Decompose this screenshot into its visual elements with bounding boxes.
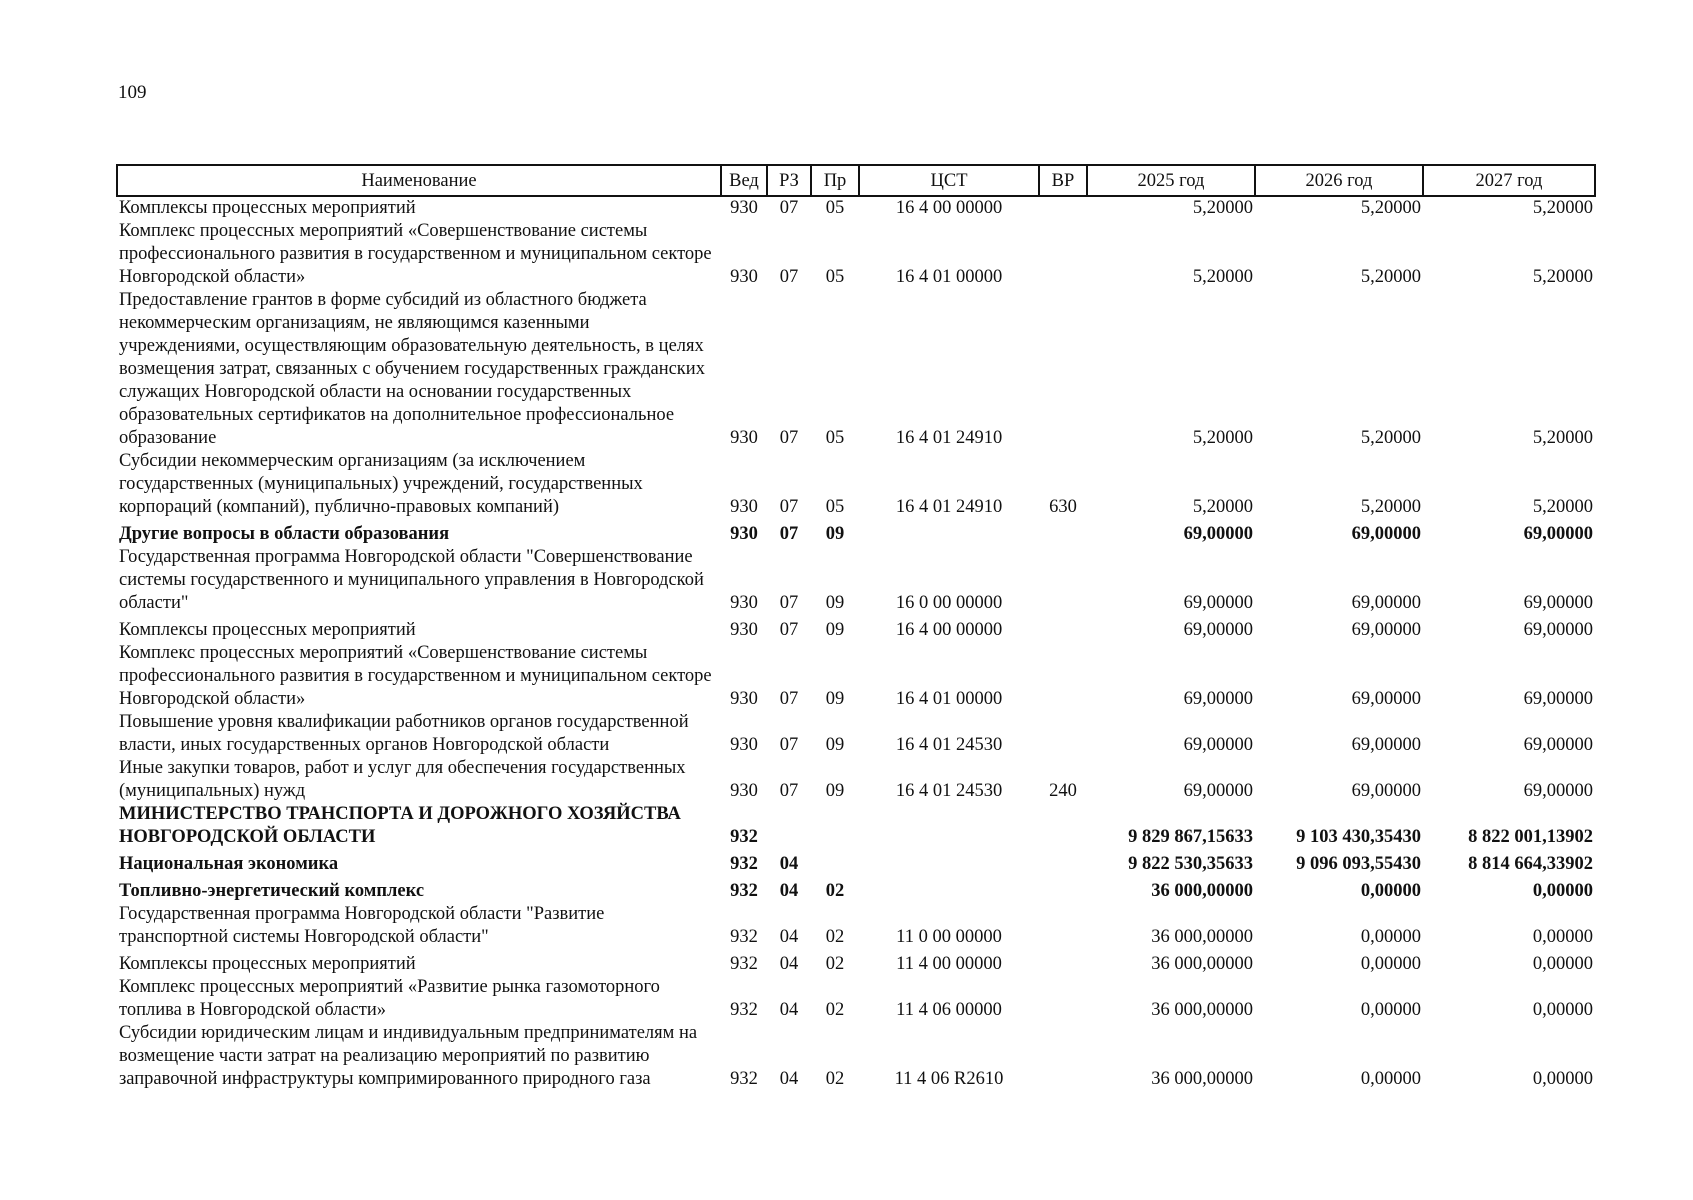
cell-cst: 16 4 01 24910 (895, 428, 1003, 448)
cell-2027: 0,00000 (1532, 1069, 1593, 1089)
cell-ved: 930 (730, 428, 758, 448)
cell-2027: 69,00000 (1523, 620, 1593, 640)
cell-2025: 36 000,00000 (1151, 1000, 1253, 1020)
cell-name: МИНИСТЕРСТВО ТРАНСПОРТА И ДОРОЖНОГО ХОЗЯЙСТВА НОВГОРОДСКОЙ ОБЛАСТИ (119, 804, 681, 847)
cell-rz: 07 (779, 428, 799, 448)
cell-2026: 5,20000 (1360, 267, 1421, 287)
cell-rz: 07 (779, 689, 799, 709)
cell-name: Субсидии юридическим лицам и индивидуальным предпринимателям на возмещение части затрат на реализацию мероприятий по развитию заправочной инфраструктуры компримированного природного газа (119, 1023, 698, 1089)
cell-vr (1039, 711, 1087, 757)
cell-name: Повышение уровня квалификации работников органов государственной власти, иных государственных органов Новгородской области (119, 712, 689, 755)
cell-rz: 04 (779, 927, 799, 947)
cell-ved: 930 (730, 198, 758, 218)
cell-2026: 69,00000 (1351, 689, 1421, 709)
cell-cst: 16 4 01 00000 (895, 689, 1003, 709)
cell-2027: 69,00000 (1523, 593, 1593, 613)
cell-2026: 0,00000 (1360, 954, 1421, 974)
cell-cst: 16 4 01 24530 (895, 735, 1003, 755)
cell-name: Комплексы процессных мероприятий (119, 198, 416, 218)
cell-2025: 69,00000 (1183, 593, 1253, 613)
cell-name: Комплексы процессных мероприятий (119, 954, 416, 974)
cell-cst (859, 803, 1039, 849)
cell-2026: 0,00000 (1360, 881, 1421, 901)
cell-2025: 69,00000 (1183, 735, 1253, 755)
cell-2026: 0,00000 (1360, 927, 1421, 947)
cell-cst (859, 519, 1039, 546)
cell-rz: 07 (779, 524, 799, 544)
cell-ved: 932 (730, 881, 758, 901)
cell-2026: 69,00000 (1351, 781, 1421, 801)
cell-cst: 11 4 06 00000 (896, 1000, 1002, 1020)
cell-2027: 5,20000 (1532, 198, 1593, 218)
header-pr: Пр (811, 165, 859, 196)
cell-rz: 07 (779, 198, 799, 218)
cell-2026: 9 103 430,35430 (1296, 827, 1421, 847)
cell-rz: 04 (779, 954, 799, 974)
cell-vr (1039, 849, 1087, 876)
cell-rz: 07 (779, 620, 799, 640)
cell-name: Комплекс процессных мероприятий «Развитие рынка газомоторного топлива в Новгородской области» (119, 977, 660, 1020)
cell-name: Комплекс процессных мероприятий «Совершенствование системы профессионального развития в государственном и муниципальном секторе Новгородской области» (119, 643, 712, 709)
cell-cst: 16 0 00 00000 (895, 593, 1003, 613)
cell-cst: 16 4 00 00000 (895, 198, 1003, 218)
cell-2026: 5,20000 (1360, 198, 1421, 218)
cell-rz: 07 (779, 735, 799, 755)
cell-cst: 11 4 00 00000 (896, 954, 1002, 974)
cell-vr (1039, 615, 1087, 642)
cell-vr (1039, 519, 1087, 546)
cell-cst: 11 4 06 R2610 (894, 1069, 1004, 1089)
cell-name: Государственная программа Новгородской области "Совершенствование системы государственного и муниципального управления в Новгородской области" (119, 547, 704, 613)
cell-cst: 16 4 01 24910 (895, 497, 1003, 517)
table-row (117, 519, 1595, 546)
cell-pr: 02 (825, 1000, 845, 1020)
cell-2026: 5,20000 (1360, 428, 1421, 448)
cell-2027: 8 822 001,13902 (1468, 827, 1593, 847)
cell-vr (1039, 1022, 1087, 1091)
table-row (117, 876, 1595, 903)
cell-vr: 240 (1049, 781, 1077, 801)
cell-2026: 69,00000 (1351, 735, 1421, 755)
cell-2027: 5,20000 (1532, 428, 1593, 448)
cell-2025: 36 000,00000 (1151, 954, 1253, 974)
table-row (117, 642, 1595, 711)
cell-pr: 02 (825, 1069, 845, 1089)
table-row (117, 976, 1595, 1022)
cell-name: Государственная программа Новгородской области "Развитие транспортной системы Новгородской области" (119, 904, 605, 947)
cell-ved: 932 (730, 927, 758, 947)
cell-vr: 630 (1049, 497, 1077, 517)
table-body (117, 196, 1595, 1091)
cell-ved: 932 (730, 1069, 758, 1089)
cell-2026: 5,20000 (1360, 497, 1421, 517)
cell-2025: 9 829 867,15633 (1128, 827, 1253, 847)
cell-2026: 69,00000 (1351, 524, 1421, 544)
cell-pr: 09 (825, 735, 845, 755)
cell-2027: 0,00000 (1532, 881, 1593, 901)
cell-ved: 930 (730, 497, 758, 517)
header-vr: ВР (1039, 165, 1087, 196)
cell-pr: 05 (825, 428, 845, 448)
cell-ved: 930 (730, 735, 758, 755)
cell-rz: 04 (779, 854, 799, 874)
cell-pr: 09 (825, 620, 845, 640)
cell-rz (767, 803, 811, 849)
cell-2025: 9 822 530,35633 (1128, 854, 1253, 874)
cell-2025: 5,20000 (1192, 267, 1253, 287)
cell-2025: 36 000,00000 (1151, 881, 1253, 901)
cell-2027: 0,00000 (1532, 954, 1593, 974)
table-row (117, 849, 1595, 876)
table-row (117, 803, 1595, 849)
cell-vr (1039, 642, 1087, 711)
cell-rz: 04 (779, 1069, 799, 1089)
cell-2026: 69,00000 (1351, 620, 1421, 640)
cell-rz: 07 (779, 781, 799, 801)
cell-pr: 09 (825, 593, 845, 613)
cell-pr (811, 803, 859, 849)
cell-2027: 69,00000 (1523, 781, 1593, 801)
cell-cst: 11 0 00 00000 (896, 927, 1002, 947)
table-row (117, 757, 1595, 803)
cell-rz: 04 (779, 1000, 799, 1020)
cell-2027: 0,00000 (1532, 927, 1593, 947)
budget-table-container (116, 164, 1594, 1091)
cell-pr: 05 (825, 497, 845, 517)
cell-ved: 932 (730, 954, 758, 974)
table-row (117, 220, 1595, 289)
cell-rz: 07 (779, 497, 799, 517)
cell-ved: 930 (730, 267, 758, 287)
cell-vr (1039, 876, 1087, 903)
cell-rz: 04 (779, 881, 799, 901)
budget-table (116, 164, 1596, 1091)
table-row (117, 711, 1595, 757)
cell-vr (1039, 220, 1087, 289)
cell-cst (859, 849, 1039, 876)
cell-name: Предоставление грантов в форме субсидий из областного бюджета некоммерческим организациям, не являющимся казенными учреждениями, осуществляющим образовательную деятельность, в целях возмещения затрат, связанных с обучением государственных гражданских служащих Новгородской области на основании государственных образовательных сертификатов на дополнительное профессиональное образование (119, 290, 705, 448)
table-row (117, 450, 1595, 519)
header-cst: ЦСТ (859, 165, 1039, 196)
header-ved: Вед (721, 165, 767, 196)
cell-name: Иные закупки товаров, работ и услуг для обеспечения государственных (муниципальных) нужд (119, 758, 686, 801)
cell-vr (1039, 546, 1087, 615)
cell-name: Топливно-энергетический комплекс (119, 881, 425, 901)
cell-2027: 69,00000 (1523, 689, 1593, 709)
table-row (117, 196, 1595, 220)
table-row (117, 1022, 1595, 1091)
table-row (117, 615, 1595, 642)
cell-2026: 69,00000 (1351, 593, 1421, 613)
cell-ved: 932 (730, 1000, 758, 1020)
cell-pr: 09 (825, 781, 845, 801)
cell-2025: 5,20000 (1192, 428, 1253, 448)
cell-name: Другие вопросы в области образования (119, 524, 450, 544)
cell-pr: 05 (825, 267, 845, 287)
cell-vr (1039, 949, 1087, 976)
cell-pr: 02 (825, 881, 845, 901)
cell-2025: 69,00000 (1183, 689, 1253, 709)
cell-2027: 69,00000 (1523, 735, 1593, 755)
cell-2027: 69,00000 (1523, 524, 1593, 544)
cell-ved: 930 (730, 524, 758, 544)
cell-2027: 0,00000 (1532, 1000, 1593, 1020)
cell-cst: 16 4 00 00000 (895, 620, 1003, 640)
cell-2027: 5,20000 (1532, 267, 1593, 287)
table-header (117, 165, 1595, 196)
cell-cst: 16 4 01 24530 (895, 781, 1003, 801)
header-name: Наименование (117, 165, 721, 196)
cell-pr: 02 (825, 954, 845, 974)
cell-2025: 5,20000 (1192, 198, 1253, 218)
cell-pr: 09 (825, 524, 845, 544)
cell-name: Комплексы процессных мероприятий (119, 620, 416, 640)
header-row (117, 165, 1595, 196)
cell-pr: 05 (825, 198, 845, 218)
header-rz: РЗ (767, 165, 811, 196)
cell-2025: 69,00000 (1183, 620, 1253, 640)
cell-name: Субсидии некоммерческим организациям (за исключением государственных (муниципальных) учреждений, государственных корпораций (компаний), публично-правовых компаний) (119, 451, 643, 517)
cell-2025: 5,20000 (1192, 497, 1253, 517)
table-row (117, 546, 1595, 615)
cell-ved: 930 (730, 620, 758, 640)
cell-pr (811, 849, 859, 876)
cell-rz: 07 (779, 267, 799, 287)
cell-2026: 0,00000 (1360, 1000, 1421, 1020)
cell-vr (1039, 289, 1087, 450)
cell-2025: 69,00000 (1183, 524, 1253, 544)
cell-2026: 9 096 093,55430 (1296, 854, 1421, 874)
cell-pr: 09 (825, 689, 845, 709)
cell-2025: 36 000,00000 (1151, 927, 1253, 947)
header-2026: 2026 год (1255, 165, 1423, 196)
cell-ved: 932 (730, 827, 758, 847)
cell-ved: 930 (730, 781, 758, 801)
cell-vr (1039, 196, 1087, 220)
cell-ved: 930 (730, 689, 758, 709)
table-row (117, 949, 1595, 976)
cell-vr (1039, 803, 1087, 849)
cell-2026: 0,00000 (1360, 1069, 1421, 1089)
cell-ved: 932 (730, 854, 758, 874)
cell-cst: 16 4 01 00000 (895, 267, 1003, 287)
cell-ved: 930 (730, 593, 758, 613)
cell-2027: 5,20000 (1532, 497, 1593, 517)
cell-cst (859, 876, 1039, 903)
cell-2025: 69,00000 (1183, 781, 1253, 801)
header-2027: 2027 год (1423, 165, 1595, 196)
cell-2027: 8 814 664,33902 (1468, 854, 1593, 874)
cell-vr (1039, 903, 1087, 949)
table-row (117, 903, 1595, 949)
cell-pr: 02 (825, 927, 845, 947)
table-row (117, 289, 1595, 450)
page-number: 109 (118, 82, 147, 103)
cell-rz: 07 (779, 593, 799, 613)
cell-name: Национальная экономика (119, 854, 339, 874)
cell-2025: 36 000,00000 (1151, 1069, 1253, 1089)
header-2025: 2025 год (1087, 165, 1255, 196)
cell-vr (1039, 976, 1087, 1022)
cell-name: Комплекс процессных мероприятий «Совершенствование системы профессионального развития в государственном и муниципальном секторе Новгородской области» (119, 221, 712, 287)
